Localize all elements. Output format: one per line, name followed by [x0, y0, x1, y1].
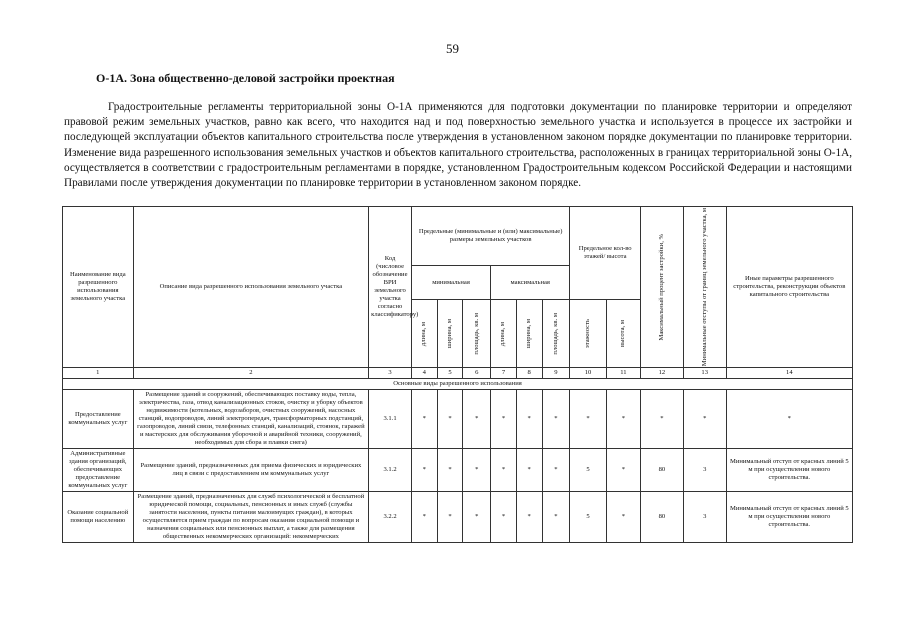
row-value: * — [641, 390, 684, 449]
header-min-length — [411, 300, 437, 368]
regulation-table — [62, 206, 853, 543]
header-min-width — [437, 300, 463, 368]
row-other: Минимальный отступ от красных линий 5 м при осуществлении нового строительства. — [726, 449, 852, 492]
header-max-area-text: площадь, кв. м — [551, 312, 559, 355]
header-max-width-text: ширина, м — [525, 319, 533, 349]
table-row — [63, 390, 853, 449]
column-number: 7 — [491, 368, 517, 379]
header-limits: Предельные (минимальные и (или) максимальные) размеры земельных участков — [411, 207, 569, 266]
section-title: Основные виды разрешенного использования — [63, 379, 853, 390]
header-max: максимальная — [491, 266, 570, 300]
row-description: Размещение зданий и сооружений, обеспечивающих поставку воды, тепла, электричества, газа, отвод канализационных стоков, очистку и уборку объектов недвижимости (котельных, водозаборов, очистных сооружений, насосных станций, водопроводов, линий электропередач, трансформаторных подстанций, газопроводов, линий связи, телефонных станций, канализаций, стоянок, гаражей и мастерских для обслуживания уборочной и аварийной техники, сооружений, необходимых для сбора и плавки снега) — [133, 390, 368, 449]
header-storeys-text: этажность — [584, 319, 592, 349]
header-min-width-text: ширина, м — [445, 319, 453, 349]
row-description: Размещение зданий, предназначенных для приема физических и юридических лиц в связи с предоставлением им коммунальных услуг — [133, 449, 368, 492]
header-max-area — [542, 300, 570, 368]
row-value: * — [606, 390, 640, 449]
row-value: * — [491, 492, 517, 543]
header-max-length — [491, 300, 517, 368]
column-number: 12 — [641, 368, 684, 379]
table-row — [63, 492, 853, 543]
header-code: Код (числовое обозначение ВРИ земельного участка согласно классификатору) — [369, 207, 412, 368]
row-name: Предоставление коммунальных услуг — [63, 390, 134, 449]
row-value: * — [516, 449, 542, 492]
row-code: 3.2.2 — [369, 492, 412, 543]
zone-title: О-1А. Зона общественно-деловой застройки проектная — [96, 71, 395, 85]
row-value: * — [516, 390, 542, 449]
row-value: * — [463, 449, 491, 492]
row-other: * — [726, 390, 852, 449]
column-number: 9 — [542, 368, 570, 379]
regulation-paragraph: Градостроительные регламенты территориальной зоны О-1А применяются для подготовки документации по планировке территории и определяют правовой режим земельных участков, равно как всего, что находится над и под поверхностью земельного участка и используется в процессе их застройки и последующей эксплуатации объектов капитального строительства после утверждения в установленном законом порядке документации по планировке территории. Изменение вида разрешенного использования земельных участков и объектов капитального строительства, расположенных в границах территориальной зоны О-1А, осуществляется в соответствии с градостроительным регламентами в порядке, установленном Градостроительным кодексом Российской Федерации и настоящими Правилами после утверждения документации по планировке территории в установленном законом порядке. — [64, 101, 852, 190]
row-value: 5 — [570, 492, 606, 543]
row-value: * — [516, 492, 542, 543]
row-value: * — [411, 492, 437, 543]
header-description: Описание вида разрешенного использования земельного участка — [133, 207, 368, 368]
row-value: * — [437, 449, 463, 492]
column-number: 4 — [411, 368, 437, 379]
header-setback-text: Минимальные отступы от границ земельного участка, м — [700, 208, 708, 367]
header-min-length-text: длина, м — [420, 321, 428, 346]
row-value: * — [463, 390, 491, 449]
header-coverage-text: Максимальный процент застройки, % — [657, 233, 665, 341]
header-other: Иные параметры разрешенного строительства, реконструкции объектов капитального строительства — [726, 207, 852, 368]
header-setback — [683, 207, 726, 368]
row-value: 3 — [683, 449, 726, 492]
header-height-text: высота, м — [619, 320, 627, 348]
column-number: 13 — [683, 368, 726, 379]
header-coverage — [641, 207, 684, 368]
column-number: 10 — [570, 368, 606, 379]
column-number-row — [63, 368, 853, 379]
header-storeys — [570, 300, 606, 368]
row-value: * — [491, 390, 517, 449]
row-value: * — [570, 390, 606, 449]
row-value: * — [437, 390, 463, 449]
row-value: * — [683, 390, 726, 449]
column-number: 5 — [437, 368, 463, 379]
header-max-length-text: длина, м — [499, 321, 507, 346]
row-value: * — [606, 449, 640, 492]
row-code: 3.1.2 — [369, 449, 412, 492]
page-number: 59 — [446, 41, 459, 56]
column-number: 6 — [463, 368, 491, 379]
column-number: 8 — [516, 368, 542, 379]
column-number: 11 — [606, 368, 640, 379]
row-value: * — [491, 449, 517, 492]
row-value: 80 — [641, 449, 684, 492]
column-number: 1 — [63, 368, 134, 379]
row-description: Размещение зданий, предназначенных для служб психологической и бесплатной юридической помощи, социальных, пенсионных и иных служб (службы занятости населения, пункты питания малоимущих граждан), в которых осуществляется прием граждан по вопросам оказания социальной помощи и назначения социальных или пенсионных выплат, а также для размещения общественных некоммерческих организаций: некоммерческих — [133, 492, 368, 543]
row-value: * — [437, 492, 463, 543]
row-other: Минимальный отступ от красных линий 5 м при осуществлении нового строительства. — [726, 492, 852, 543]
row-value: 80 — [641, 492, 684, 543]
column-number: 3 — [369, 368, 412, 379]
header-min-area-text: площадь, кв. м — [472, 312, 480, 355]
header-name: Наименование вида разрешенного использования земельного участка — [63, 207, 134, 368]
header-floors: Предельное кол-во этажей/ высота — [570, 207, 641, 300]
row-value: * — [463, 492, 491, 543]
row-value: * — [542, 390, 570, 449]
row-value: * — [542, 449, 570, 492]
row-name: Административные здания организаций, обеспечивающих предоставление коммунальных услуг — [63, 449, 134, 492]
row-value: 3 — [683, 492, 726, 543]
header-min: минимальная — [411, 266, 490, 300]
row-name: Оказание социальной помощи населению — [63, 492, 134, 543]
row-value: 5 — [570, 449, 606, 492]
row-value: * — [411, 390, 437, 449]
row-code: 3.1.1 — [369, 390, 412, 449]
column-number: 14 — [726, 368, 852, 379]
header-min-area — [463, 300, 491, 368]
row-value: * — [606, 492, 640, 543]
header-height — [606, 300, 640, 368]
row-value: * — [542, 492, 570, 543]
table-row — [63, 449, 853, 492]
section-row — [63, 379, 853, 390]
column-number: 2 — [133, 368, 368, 379]
row-value: * — [411, 449, 437, 492]
header-max-width — [516, 300, 542, 368]
